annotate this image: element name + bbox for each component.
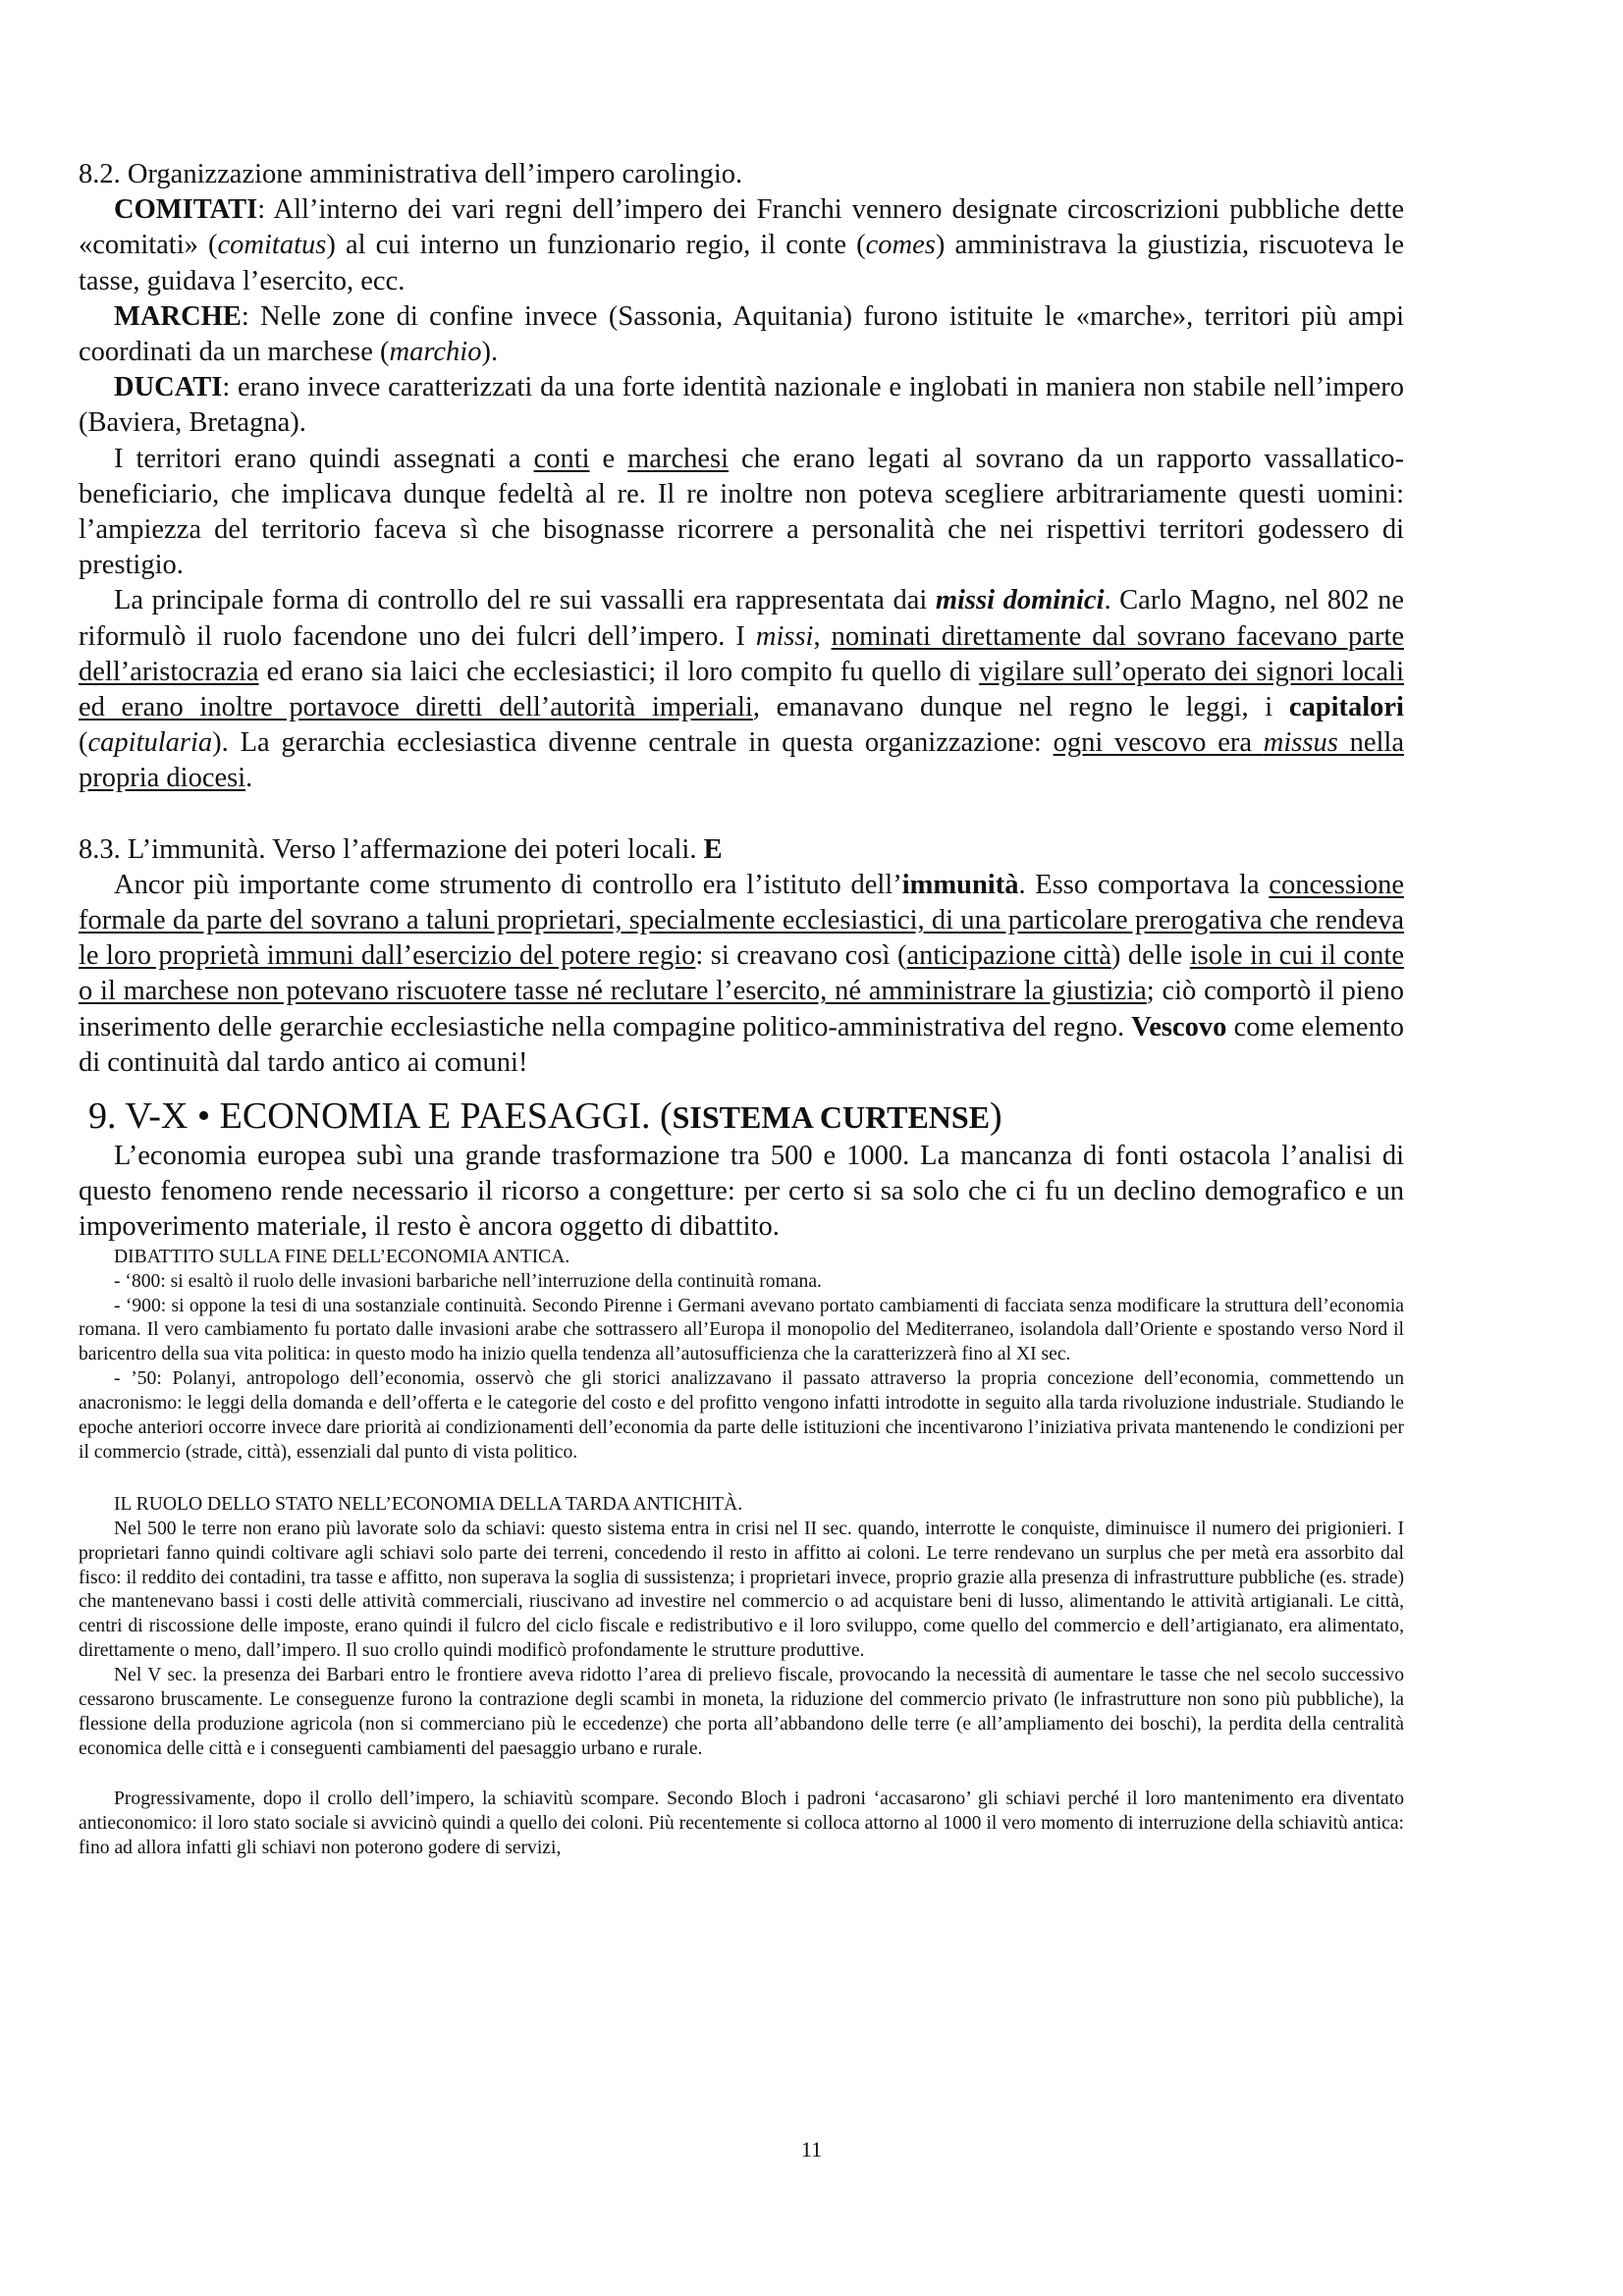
page-number: 11 bbox=[800, 2137, 823, 2162]
list-item-900: - ‘900: si oppone la tesi di una sostanziale continuità. Secondo Pirenne i Germani avevano portato cambiamenti di facciata senza modificare la struttura dell’economia romana. Il vero cambiamento fu portato dalle invasioni arabe che sottrassero all’Europa il monopolio del Mediterraneo, isolandola dall’Oriente e spostando verso Nord il baricentro della sua vita politica: in questo modo ha inizio quella tendenza all’autosufficienza che la caratterizzerà fino al XI sec. bbox=[79, 1295, 1404, 1365]
paragraph-economia-intro: L’economia europea subì una grande trasformazione tra 500 e 1000. La mancanza di fonti ostacola l’analisi di questo fenomeno rende necessario il ricorso a congetture: per certo si sa solo che ci fu un declino demografico e un impoverimento materiale, il resto è ancora oggetto di dibattito. bbox=[79, 1141, 1404, 1243]
subheading-ruolo-stato: IL RUOLO DELLO STATO NELL’ECONOMIA DELLA TARDA ANTICHITÀ. bbox=[114, 1493, 743, 1515]
paragraph-ducati: DUCATI: erano invece caratterizzati da una forte identità nazionale e inglobati in maniera non stabile nell’impero (Baviera, Bretagna). bbox=[79, 372, 1404, 439]
paragraph-territori: I territori erano quindi assegnati a conti e marchesi che erano legati al sovrano da un rapporto vassallatico-beneficiario, che implicava dunque fedeltà al re. Il re inoltre non poteva scegliere arbitrariamente questi uomini: l’ampiezza del territorio faceva sì che bisognasse ricorrere a personalità che nei rispettivi territori godessero di prestigio. bbox=[79, 443, 1405, 581]
paragraph-missi-dominici: La principale forma di controllo del re sui vassalli era rappresentata dai missi dominici. Carlo Magno, nel 802 ne riformulò il ruolo facendone uno dei fulcri dell’impero. I missi, nominati direttamente dal sovrano facevano parte dell’aristocrazia ed erano sia laici che ecclesiastici; il loro compito fu quello di vigilare sull’operato dei signori locali ed erano inoltre portavoce diretti dell’autorità imperiali, emanavano dunque nel regno le leggi, i capitalori (capitularia). La gerarchia ecclesiastica divenne centrale in questa organizzazione: ogni vescovo era missus nella propria diocesi. bbox=[79, 585, 1404, 794]
chapter-heading-9: 9. V-X • ECONOMIA E PAESAGGI. (SISTEMA CURTENSE) bbox=[88, 1095, 1002, 1138]
paragraph-immunita: Ancor più importante come strumento di controllo era l’istituto dell’immunità. Esso comportava la concessione formale da parte del sovrano a taluni proprietari, specialmente ecclesiastici, di una particolare prerogativa che rendeva le loro proprietà immuni dall’esercizio del potere regio: si creavano così (anticipazione città) delle isole in cui il conte o il marchese non potevano riscuotere tasse né reclutare l’esercito, né amministrare la giustizia; ciò comportò il pieno inserimento delle gerarchie ecclesiastiche nella compagine politico-amministrativa del regno. Vescovo come elemento di continuità dal tardo antico ai comuni! bbox=[79, 869, 1405, 1078]
subheading-dibattito: DIBATTITO SULLA FINE DELL’ECONOMIA ANTICA. bbox=[114, 1246, 570, 1267]
term-ducati: DUCATI bbox=[114, 372, 223, 403]
section-heading-8-3: 8.3. L’immunità. Verso l’affermazione dei poteri locali. E bbox=[79, 833, 723, 865]
paragraph-marche: MARCHE: Nelle zone di confine invece (Sassonia, Aquitania) furono istituite le «marche», territori più ampi coordinati da un marchese (marchio). bbox=[79, 300, 1404, 368]
list-item-800: - ‘800: si esaltò il ruolo delle invasioni barbariche nell’interruzione della continuità romana. bbox=[114, 1270, 822, 1292]
list-item-50: - ’50: Polanyi, antropologo dell’economia, osservò che gli storici analizzavano il passato attraverso la propria concezione dell’economia, commettendo un anacronismo: le leggi della domanda e dell’offerta e le categorie del costo e del profitto vengono infatti introdotte in seguito alla tarda rivoluzione industriale. Studiando le epoche anteriori occorre invece dare priorità ai condizionamenti dell’economia da parte delle istituzioni che incentivarono l’iniziativa privata mantenendo le condizioni per il commercio (strade, città), essenziali dal punto di vista politico. bbox=[79, 1368, 1404, 1463]
term-marche: MARCHE bbox=[114, 300, 242, 332]
term-comitati: COMITATI bbox=[114, 194, 258, 226]
paragraph-schiavitu: Progressivamente, dopo il crollo dell’impero, la schiavitù scompare. Secondo Bloch i padroni ‘accasarono’ gli schiavi perché il loro mantenimento era diventato antieconomico: il loro stato sociale si avvicinò quindi a quello dei coloni. Più recentemente si colloca attorno al 1000 il vero momento di interruzione della schiavitù antica: fino ad allora infatti gli schiavi non poterono godere di servizi, bbox=[79, 1788, 1404, 1858]
paragraph-ruolo-2: Nel V sec. la presenza dei Barbari entro le frontiere aveva ridotto l’area di prelievo fiscale, provocando la necessità di aumentare le tasse che nel secolo successivo cessarono bruscamente. Le conseguenze furono la contrazione degli scambi in moneta, la riduzione del commercio privato (le infrastrutture non sono più pubbliche), la flessione della produzione agricola (non si commerciano più le eccedenze) che porta all’abbandono delle terre (e all’ampliamento dei boschi), la perdita della centralità economica delle città e i conseguenti cambiamenti del paesaggio urbano e rurale. bbox=[79, 1665, 1404, 1759]
section-heading-8-2: 8.2. Organizzazione amministrativa dell’impero carolingio. bbox=[79, 159, 743, 189]
page-content bbox=[79, 157, 1404, 1861]
paragraph-ruolo-1: Nel 500 le terre non erano più lavorate solo da schiavi: questo sistema entra in crisi nel II sec. quando, interrotte le conquiste, diminuisce il numero dei prigionieri. I proprietari fanno quindi coltivare agli schiavi solo parte dei terreni, concedendo il resto in affitto ai coloni. Le terre rendevano un surplus che per metà era assorbito dal fisco: il reddito dei contadini, tra tasse e affitto, non superava la soglia di sussistenza; i proprietari invece, proprio grazie alla presenza di infrastrutture pubbliche (es. strade) che mantenevano bassi i costi delle attività commerciali, riuscivano ad investire nel commercio o ad acquistare beni di lusso, alimentando le attività artigianali. Le città, centri di riscossione delle imposte, erano quindi il fulcro del ciclo fiscale e redistributivo e il loro sviluppo, come quello del commercio e dell’artigianato, era alimentato, direttamente o meno, dall’impero. Il suo crollo quindi modificò profondamente le strutture produttive. bbox=[79, 1518, 1404, 1662]
paragraph-comitati: COMITATI: All’interno dei vari regni dell’impero dei Franchi vennero designate circoscrizioni pubbliche dette «comitati» (comitatus) al cui interno un funzionario regio, il conte (comes) amministrava la giustizia, riscuoteva le tasse, guidava l’esercito, ecc. bbox=[79, 194, 1404, 296]
